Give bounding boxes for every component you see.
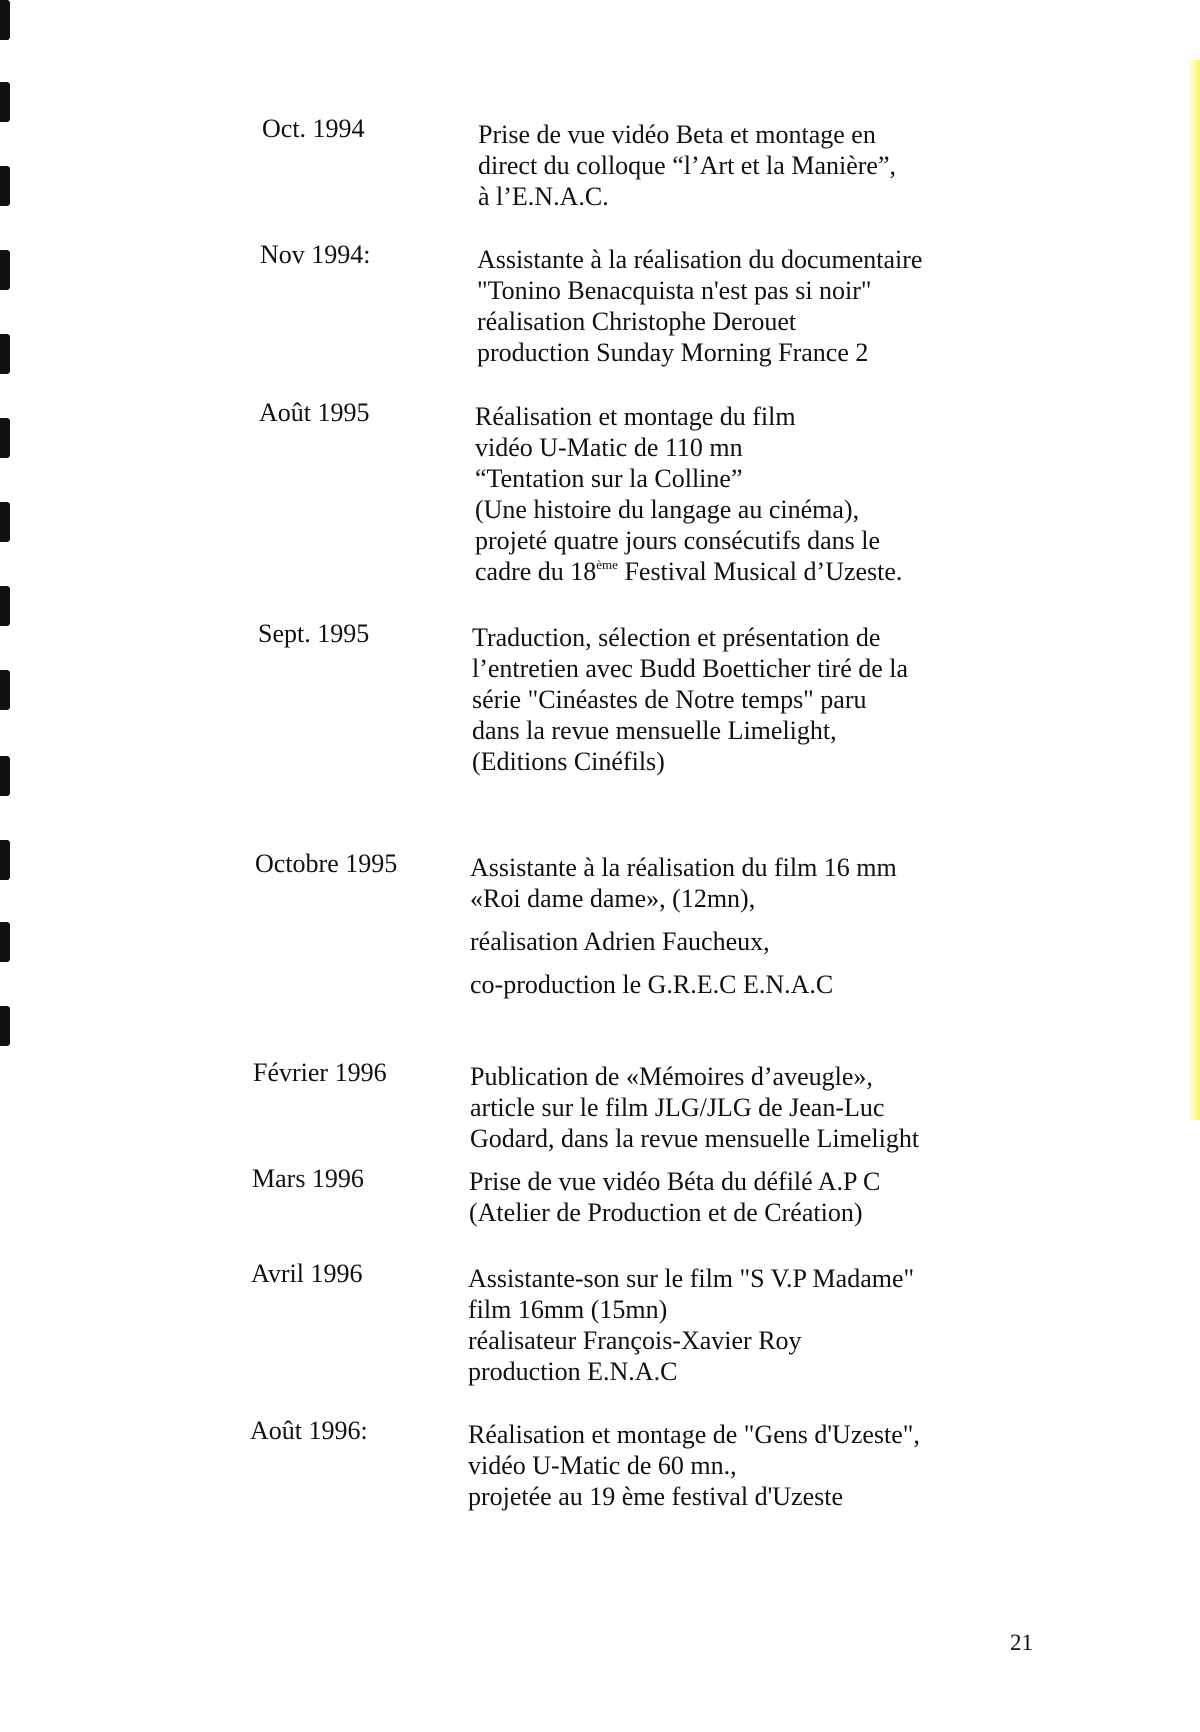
description-line: (Une histoire du langage au cinéma), [475,495,860,524]
description-line: article sur le film JLG/JLG de Jean-Luc [470,1093,885,1122]
description-line: série "Cinéastes de Notre temps" paru [472,685,867,714]
description-line: Publication de «Mémoires d’aveugle», [470,1062,873,1091]
description-line: "Tonino Benacquista n'est pas si noir" [477,276,872,305]
entry-description [468,1419,920,1512]
spiral-binding [0,0,14,1230]
entry-date: Avril 1996 [251,1259,363,1288]
description-line: Assistante à la réalisation du film 16 mm [470,853,897,882]
ordinal-superscript: ème [596,557,618,572]
page-number: 21 [1010,1630,1033,1655]
entry-description [469,1166,880,1228]
entry-description [477,244,922,368]
description-line: production Sunday Morning France 2 [477,338,869,367]
description-line: projeté quatre jours consécutifs dans le [475,526,881,555]
description-line: vidéo U-Matic de 110 mn [475,433,743,462]
entry-description [472,622,908,777]
entry-description [475,401,902,587]
entry-description [470,1061,919,1154]
description-line: Réalisation et montage de "Gens d'Uzeste", [468,1420,920,1449]
description-text: Festival Musical d’Uzeste. [617,557,903,586]
description-line: film 16mm (15mn) [468,1295,668,1324]
description-line: projetée au 19 ème festival d'Uzeste [468,1482,844,1511]
entry-date: Février 1996 [253,1058,387,1087]
description-line: (Editions Cinéfils) [472,747,665,776]
description-line: l’entretien avec Budd Boetticher tiré de la [472,654,909,683]
entry-date: Sept. 1995 [258,619,370,648]
description-line: réalisation Christophe Derouet [477,307,797,336]
entry-date: Octobre 1995 [255,849,398,878]
binding-hole [0,0,10,40]
description-line: direct du colloque “l’Art et la Manière”, [478,151,896,180]
description-line: Prise de vue vidéo Beta et montage en [478,120,876,149]
description-line: production E.N.A.C [468,1357,678,1386]
binding-hole [0,82,10,122]
binding-hole [0,670,10,710]
binding-hole [0,334,10,374]
entry-date: Août 1996: [250,1416,368,1445]
description-line: Réalisation et montage du film [475,402,796,431]
page-edge-tint [1188,60,1200,1120]
entry-date: Août 1995 [259,398,370,427]
binding-hole [0,840,10,880]
description-text: cadre du 18 [475,557,597,586]
entry-description [478,119,896,212]
entry-date: Nov 1994: [260,240,371,269]
entry-description [470,852,897,1012]
description-line: Traduction, sélection et présentation de [472,623,881,652]
entry-date: Oct. 1994 [262,114,365,143]
description-line: réalisation Adrien Faucheux, [470,927,770,956]
description-line: à l’E.N.A.C. [478,182,609,211]
entry-description [468,1263,914,1387]
description-line: Prise de vue vidéo Béta du défilé A.P C [469,1167,881,1196]
binding-hole [0,1006,10,1046]
description-line [475,556,902,587]
description-line: «Roi dame dame», (12mn), [470,884,756,913]
binding-hole [0,250,10,290]
description-line: vidéo U-Matic de 60 mn., [468,1451,737,1480]
binding-hole [0,756,10,796]
description-line: Godard, dans la revue mensuelle Limelight [470,1124,920,1153]
description-line: Assistante-son sur le film "S V.P Madame" [468,1264,915,1293]
description-line: “Tentation sur la Colline” [475,464,743,493]
binding-hole [0,502,10,542]
binding-hole [0,166,10,206]
description-line: réalisateur François-Xavier Roy [468,1326,802,1355]
description-line: (Atelier de Production et de Création) [469,1198,863,1227]
binding-hole [0,586,10,626]
binding-hole [0,922,10,962]
description-line: dans la revue mensuelle Limelight, [472,716,837,745]
binding-hole [0,418,10,458]
entry-date: Mars 1996 [252,1164,364,1193]
description-line: co-production le G.R.E.C E.N.A.C [470,970,834,999]
description-line: Assistante à la réalisation du documentaire [477,245,923,274]
